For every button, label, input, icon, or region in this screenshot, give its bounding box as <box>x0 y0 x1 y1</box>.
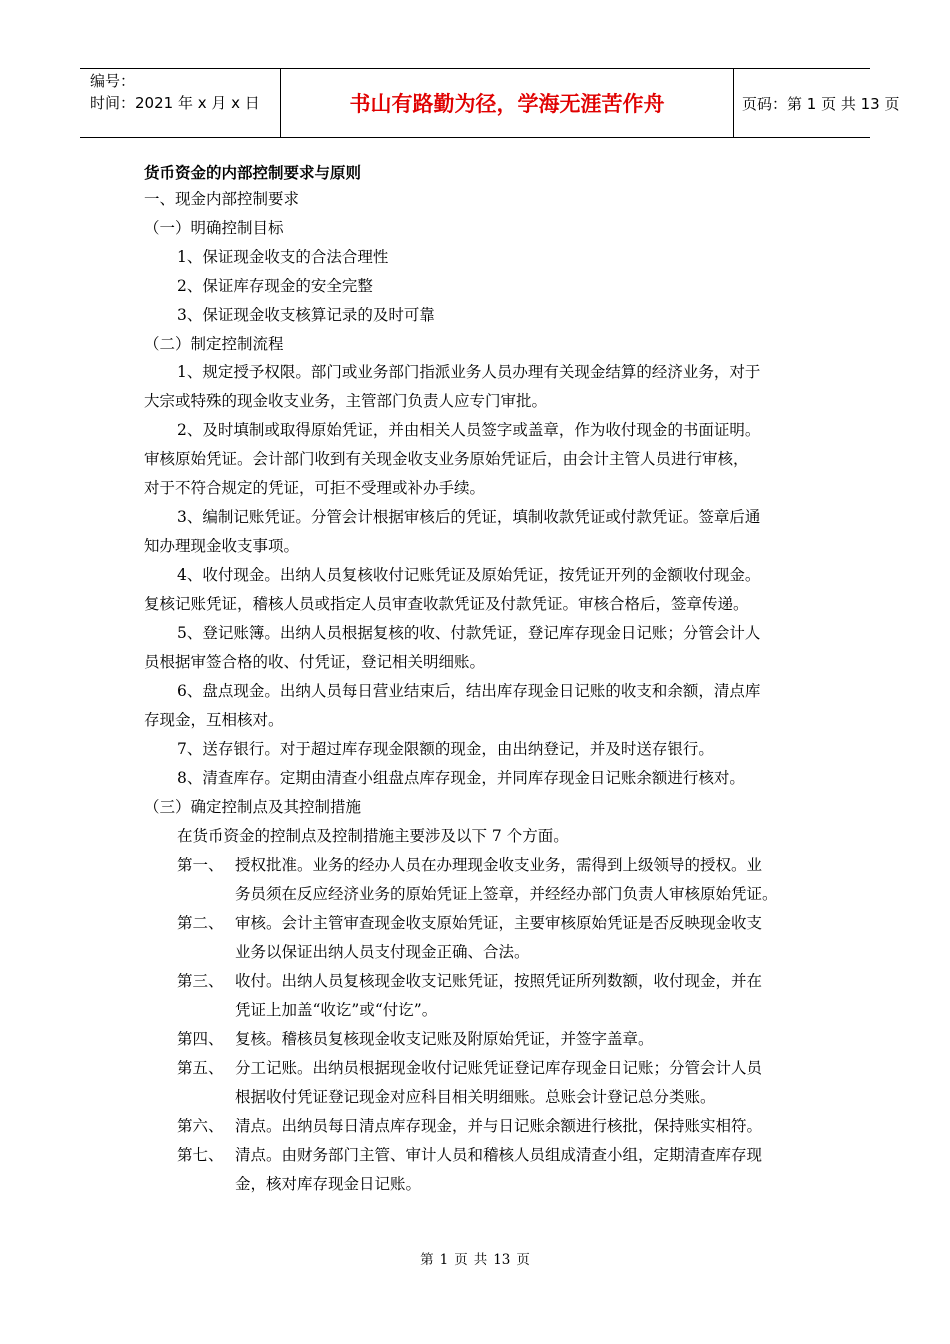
flow-line: 存现金，互相核对。 <box>144 711 284 729</box>
section-heading: 一、现金内部控制要求 <box>144 190 300 208</box>
footer-ye: 页 <box>454 1252 468 1268</box>
page-header <box>80 68 900 138</box>
footer-page-number: 1 <box>439 1252 449 1268</box>
point-number: 第一、 <box>177 856 224 874</box>
point-number: 第六、 <box>177 1117 224 1135</box>
flow-line: 6、盘点现金。出纳人员每日营业结束后，结出库存现金日记账的收支和余额，清点库 <box>177 682 761 700</box>
subsection-heading: （三）确定控制点及其控制措施 <box>144 798 362 816</box>
footer-di: 第 <box>420 1252 434 1268</box>
flow-line: 审核原始凭证。会计部门收到有关现金收支业务原始凭证后，由会计主管人员进行审核， <box>144 450 749 468</box>
flow-line: 4、收付现金。出纳人员复核收付记账凭证及原始凭证，按凭证开列的金额收付现金。 <box>177 566 761 584</box>
point-line: 务员须在反应经济业务的原始凭证上签章，并经经办部门负责人审核原始凭证。 <box>235 885 778 903</box>
point-line: 分工记账。出纳员根据现金收付记账凭证登记库存现金日记账；分管会计人员 <box>235 1059 763 1077</box>
goal-item: 3、保证现金收支核算记录的及时可靠 <box>177 306 435 324</box>
header-motto: 书山有路勤为径，学海无涯苦作舟 <box>280 69 734 137</box>
point-line: 金，核对库存现金日记账。 <box>235 1175 422 1193</box>
flow-line: 大宗或特殊的现金收支业务，主管部门负责人应专门审批。 <box>144 392 548 410</box>
flow-line: 知办理现金收支事项。 <box>144 537 300 555</box>
page-footer <box>0 1248 950 1268</box>
intro-paragraph: 在货币资金的控制点及控制措施主要涉及以下 7 个方面。 <box>177 827 569 845</box>
flow-line: 8、清查库存。定期由清查小组盘点库存现金，并同库存现金日记账余额进行核对。 <box>177 769 745 787</box>
footer-gong: 共 <box>473 1252 488 1268</box>
point-number: 第三、 <box>177 972 224 990</box>
point-line: 业务以保证出纳人员支付现金正确、合法。 <box>235 943 530 961</box>
point-line: 审核。会计主管审查现金收支原始凭证，主要审核原始凭证是否反映现金收支 <box>235 914 763 932</box>
flow-line: 7、送存银行。对于超过库存现金限额的现金，由出纳登记，并及时送存银行。 <box>177 740 714 758</box>
date-label: 时间：2021 年 x 月 x 日 <box>90 94 260 112</box>
flow-line: 对于不符合规定的凭证，可拒不受理或补办手续。 <box>144 479 486 497</box>
point-line: 凭证上加盖“收讫”或“付讫”。 <box>235 1001 438 1019</box>
footer-ye2: 页 <box>516 1252 530 1268</box>
point-line: 清点。由财务部门主管、审计人员和稽核人员组成清查小组，定期清查库存现 <box>235 1146 763 1164</box>
point-number: 第七、 <box>177 1146 224 1164</box>
point-line: 收付。出纳人员复核现金收支记账凭证，按照凭证所列数额，收付现金，并在 <box>235 972 763 990</box>
doc-title: 货币资金的内部控制要求与原则 <box>144 164 362 182</box>
header-page-label: 页码：第 1 页 共 13 页 <box>742 94 900 113</box>
point-number: 第二、 <box>177 914 224 932</box>
footer-total-pages: 13 <box>493 1252 511 1268</box>
flow-line: 员根据审签合格的收、付凭证，登记相关明细账。 <box>144 653 486 671</box>
goal-item: 2、保证库存现金的安全完整 <box>177 277 373 295</box>
point-line: 清点。出纳员每日清点库存现金，并与日记账余额进行核批，保持账实相符。 <box>235 1117 763 1135</box>
flow-line: 2、及时填制或取得原始凭证，并由相关人员签字或盖章，作为收付现金的书面证明。 <box>177 421 761 439</box>
point-line: 复核。稽核员复核现金收支记账及附原始凭证，并签字盖章。 <box>235 1030 654 1048</box>
goal-item: 1、保证现金收支的合法合理性 <box>177 248 389 266</box>
number-label: 编号： <box>90 72 136 90</box>
point-line: 根据收付凭证登记现金对应科目相关明细账。总账会计登记总分类账。 <box>235 1088 716 1106</box>
point-number: 第五、 <box>177 1059 224 1077</box>
header-meta <box>80 69 280 137</box>
flow-line: 5、登记账簿。出纳人员根据复核的收、付款凭证，登记库存现金日记账；分管会计人 <box>177 624 761 642</box>
flow-line: 1、规定授予权限。部门或业务部门指派业务人员办理有关现金结算的经济业务，对于 <box>177 363 761 381</box>
flow-line: 3、编制记账凭证。分管会计根据审核后的凭证，填制收款凭证或付款凭证。签章后通 <box>177 508 761 526</box>
point-line: 授权批准。业务的经办人员在办理现金收支业务，需得到上级领导的授权。业 <box>235 856 763 874</box>
point-number: 第四、 <box>177 1030 224 1048</box>
subsection-heading: （二）制定控制流程 <box>144 335 284 353</box>
flow-line: 复核记账凭证，稽核人员或指定人员审查收款凭证及付款凭证。审核合格后，签章传递。 <box>144 595 749 613</box>
subsection-heading: （一）明确控制目标 <box>144 219 284 237</box>
